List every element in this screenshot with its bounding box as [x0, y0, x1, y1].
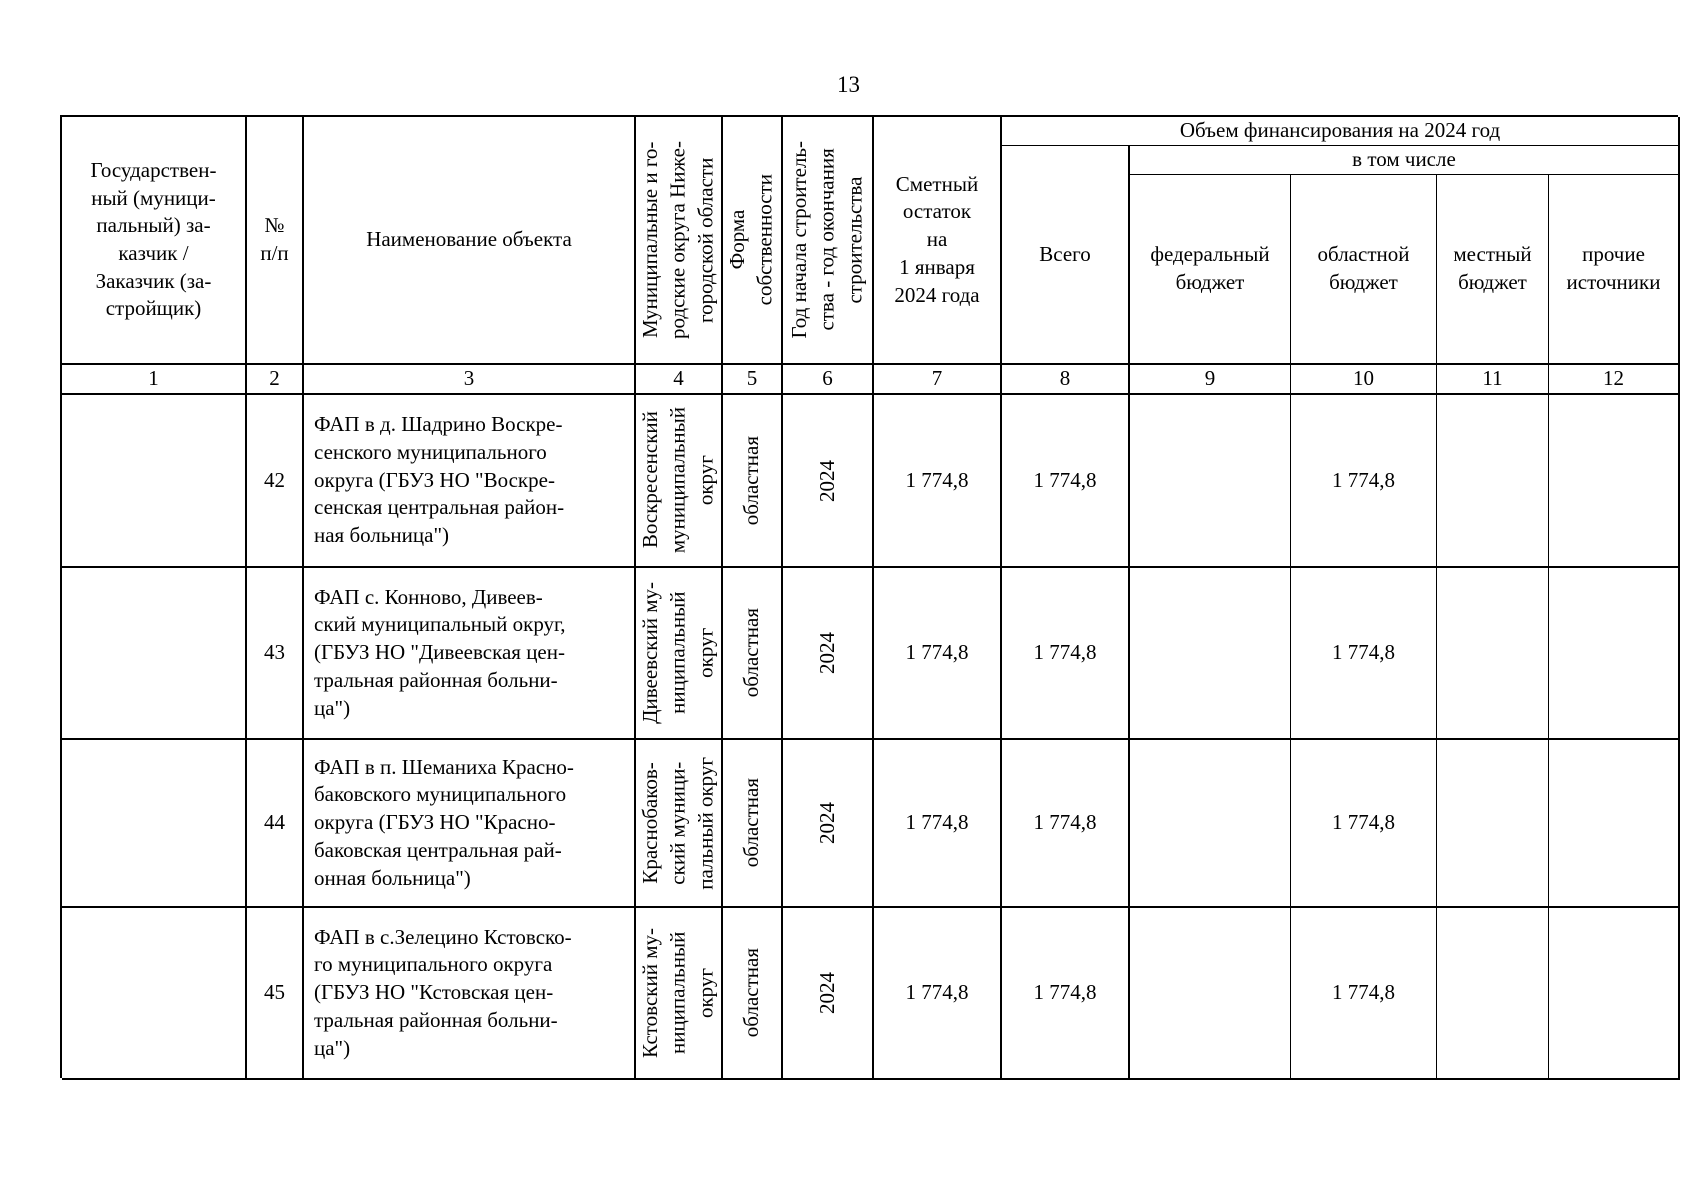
cell-customer [62, 740, 247, 908]
cell-regional: 1 774,8 [1291, 395, 1437, 568]
col-number: 10 [1291, 365, 1437, 395]
header-total: Всего [1002, 146, 1130, 365]
cell-regional: 1 774,8 [1291, 568, 1437, 740]
cell-total: 1 774,8 [1002, 568, 1130, 740]
cell-other [1549, 395, 1680, 568]
cell-year: 2024 [783, 740, 874, 908]
cell-num: 44 [247, 740, 304, 908]
col-number: 9 [1130, 365, 1291, 395]
cell-federal [1130, 568, 1291, 740]
cell-year: 2024 [783, 395, 874, 568]
cell-municipality: Краснобаков- ский муници- пальный округ [636, 740, 723, 908]
cell-object-name: ФАП в с.Зелецино Кстовско- го муниципального округа (ГБУЗ НО "Кстовская цен- тральная районная больни- ца") [304, 908, 636, 1080]
cell-estimate: 1 774,8 [874, 908, 1002, 1080]
cell-num: 45 [247, 908, 304, 1080]
cell-object-name: ФАП с. Конново, Дивеев- ский муниципальный округ, (ГБУЗ НО "Дивеевская цен- тральная районная больни- ца") [304, 568, 636, 740]
cell-other [1549, 740, 1680, 908]
col-number: 2 [247, 365, 304, 395]
financing-table [60, 115, 1678, 1078]
col-number: 12 [1549, 365, 1680, 395]
page-number: 13 [837, 72, 860, 97]
col-number: 4 [636, 365, 723, 395]
cell-customer [62, 568, 247, 740]
cell-ownership: областная [723, 395, 783, 568]
cell-estimate: 1 774,8 [874, 740, 1002, 908]
cell-estimate: 1 774,8 [874, 395, 1002, 568]
cell-ownership: областная [723, 908, 783, 1080]
header-customer: Государствен- ный (муници- пальный) за- казчик / Заказчик (за- стройщик) [62, 117, 247, 365]
cell-customer [62, 908, 247, 1080]
cell-regional: 1 774,8 [1291, 740, 1437, 908]
col-number: 1 [62, 365, 247, 395]
cell-ownership: областная [723, 568, 783, 740]
header-including: в том числе [1130, 146, 1680, 175]
cell-num: 43 [247, 568, 304, 740]
col-number: 5 [723, 365, 783, 395]
cell-municipality: Воскресенский муниципальный округ [636, 395, 723, 568]
header-local: местный бюджет [1437, 175, 1549, 365]
cell-local [1437, 908, 1549, 1080]
cell-federal [1130, 395, 1291, 568]
cell-local [1437, 568, 1549, 740]
cell-municipality: Кстовский му- ниципальный округ [636, 908, 723, 1080]
cell-other [1549, 908, 1680, 1080]
header-federal: федеральный бюджет [1130, 175, 1291, 365]
header-regional: областной бюджет [1291, 175, 1437, 365]
cell-local [1437, 395, 1549, 568]
header-years: Год начала строитель- ства - год окончания строительства [783, 117, 874, 365]
col-number: 3 [304, 365, 636, 395]
cell-total: 1 774,8 [1002, 395, 1130, 568]
cell-num: 42 [247, 395, 304, 568]
cell-municipality: Дивеевский му- ниципальный округ [636, 568, 723, 740]
header-financing: Объем финансирования на 2024 год [1002, 117, 1680, 146]
col-number: 7 [874, 365, 1002, 395]
col-number: 6 [783, 365, 874, 395]
cell-estimate: 1 774,8 [874, 568, 1002, 740]
cell-regional: 1 774,8 [1291, 908, 1437, 1080]
cell-total: 1 774,8 [1002, 740, 1130, 908]
header-object-name: Наименование объекта [304, 117, 636, 365]
header-num: № п/п [247, 117, 304, 365]
cell-local [1437, 740, 1549, 908]
cell-customer [62, 395, 247, 568]
cell-other [1549, 568, 1680, 740]
header-municipality: Муниципальные и го- родские округа Ниже- городской области [636, 117, 723, 365]
cell-total: 1 774,8 [1002, 908, 1130, 1080]
header-other: прочие источники [1549, 175, 1680, 365]
cell-year: 2024 [783, 568, 874, 740]
col-number: 11 [1437, 365, 1549, 395]
header-ownership: Форма собственности [723, 117, 783, 365]
cell-federal [1130, 908, 1291, 1080]
cell-object-name: ФАП в п. Шеманиха Красно- баковского муниципального округа (ГБУЗ НО "Красно- баковская центральная рай- онная больница") [304, 740, 636, 908]
cell-year: 2024 [783, 908, 874, 1080]
cell-ownership: областная [723, 740, 783, 908]
cell-federal [1130, 740, 1291, 908]
cell-object-name: ФАП в д. Шадрино Воскре- сенского муниципального округа (ГБУЗ НО "Воскре- сенская центральная район- ная больница") [304, 395, 636, 568]
header-estimate: Сметный остаток на 1 января 2024 года [874, 117, 1002, 365]
col-number: 8 [1002, 365, 1130, 395]
